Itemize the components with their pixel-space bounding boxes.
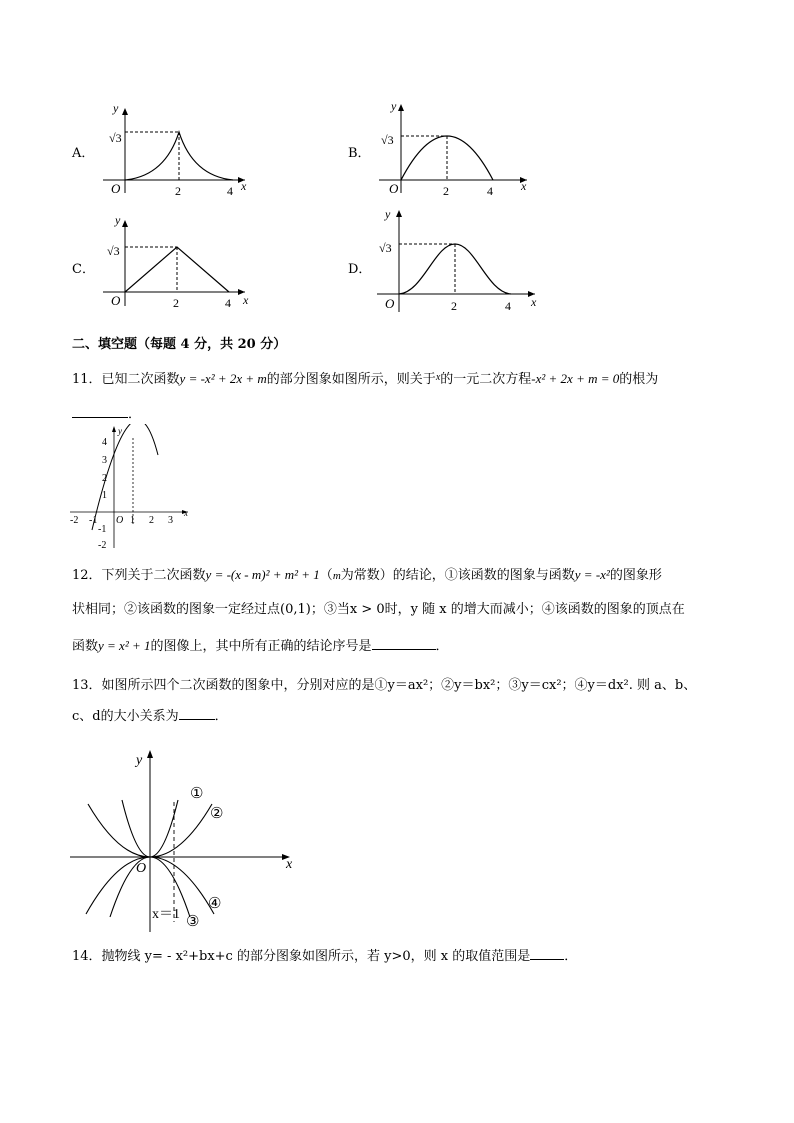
q11-suffix: 的根为 <box>619 372 659 387</box>
y-label: y <box>391 99 397 113</box>
tick-2: 2 <box>451 299 457 313</box>
y-tick: -1 <box>98 524 107 535</box>
y-label: y <box>115 213 121 227</box>
y-axis-arrow <box>122 108 128 115</box>
q12-text: 12．下列关于二次函数 <box>72 568 206 583</box>
y-tick: 3 <box>102 455 107 466</box>
q13-line2 <box>72 705 228 727</box>
q11-answer-blank[interactable] <box>72 403 128 418</box>
y-tick: 2 <box>102 473 107 484</box>
y-axis-arrow <box>147 750 153 758</box>
tick-2: 2 <box>175 184 181 198</box>
tick-4: 4 <box>227 184 233 198</box>
q13-graph <box>64 742 304 934</box>
y-axis-arrow <box>396 210 402 217</box>
origin-label: O <box>111 293 121 308</box>
q12-answer-blank[interactable] <box>372 635 436 650</box>
y-tick: -2 <box>98 540 107 551</box>
x-tick: 1 <box>130 515 135 526</box>
option-d-label: D． <box>348 262 372 277</box>
tick-4: 4 <box>487 184 493 198</box>
q12-text: （ <box>319 568 333 583</box>
q12-text: 时，y 随 x 的增大而减小；④该函数的图象的顶点在 <box>384 602 685 617</box>
q12-point: (0,1) <box>280 602 311 617</box>
q12-line1 <box>72 565 662 586</box>
x-label: x <box>241 179 247 193</box>
q12-function2: y = -x² <box>574 567 610 582</box>
label-4: ④ <box>208 896 222 912</box>
origin-label: O <box>116 515 124 526</box>
q12-function: y = -(x - m)² + m² + 1 <box>205 567 320 582</box>
q14-text: 14．抛物线 y= - x²+bx+c 的部分图象如图所示，若 y>0，则 x 的取值范围是 <box>72 949 531 964</box>
y-tick: 4 <box>102 437 107 448</box>
option-b-label: B． <box>348 146 371 161</box>
q11-graph <box>62 424 197 552</box>
q11-var: x <box>435 372 441 383</box>
q14-end: ． <box>564 949 578 964</box>
q11-equation: -x² + 2x + m = 0 <box>531 371 620 386</box>
tick-2: 2 <box>173 296 179 310</box>
x-tick: 2 <box>149 515 154 526</box>
q13-end: ． <box>214 709 228 724</box>
q11-answer-line <box>72 403 141 425</box>
x-label: x <box>521 179 527 193</box>
option-c-graph <box>95 212 255 312</box>
q11-mid: 的部分图象如图所示，则关于 <box>266 372 436 387</box>
label-2: ② <box>210 806 224 822</box>
q11-line1 <box>72 368 658 390</box>
x-tick: 3 <box>168 515 173 526</box>
q12-text: 的图象形 <box>609 568 662 583</box>
q12-end: ． <box>435 639 449 654</box>
q12-function3: y = x² + 1 <box>98 638 151 653</box>
x-tick: -2 <box>70 515 79 526</box>
x-label: x <box>286 857 293 872</box>
y-label: y <box>113 101 119 115</box>
label-3: ③ <box>186 914 200 930</box>
q12-text: 为常数）的结论，①该函数的图象与函数 <box>340 568 575 583</box>
tick-4: 4 <box>505 299 511 313</box>
q11-function: y = -x² + 2x + m <box>179 371 267 386</box>
x-label: x <box>184 508 188 518</box>
option-c-label: C． <box>72 262 95 277</box>
q11-end: ． <box>128 407 142 422</box>
tick-2: 2 <box>443 184 449 198</box>
origin-label: O <box>389 181 399 196</box>
option-a-label: A． <box>72 146 95 161</box>
origin-label: O <box>111 181 121 196</box>
y-axis-arrow <box>122 220 128 227</box>
y-tick: 1 <box>102 490 107 501</box>
q12-line3 <box>72 635 449 657</box>
y-label: y <box>136 753 143 768</box>
q12-text: 状相同；②该函数的图象一定经过点 <box>72 602 281 617</box>
x-label: x <box>243 293 249 307</box>
q14-line <box>72 945 577 967</box>
origin-label: O <box>385 296 395 311</box>
q11-mid2: 的一元二次方程 <box>440 372 532 387</box>
y-label: y <box>385 207 391 221</box>
q12-text: 函数 <box>72 639 99 654</box>
q13-text: c、d的大小关系为 <box>72 709 179 724</box>
x-equals-1-label: x＝1 <box>152 907 180 922</box>
label-1: ① <box>190 786 204 802</box>
q11-prefix: 11．已知二次函数 <box>72 372 180 387</box>
q13-answer-blank[interactable] <box>179 705 215 720</box>
x-tick: -1 <box>89 515 98 526</box>
sqrt3-label: √3 <box>379 241 392 255</box>
q12-condition: x > 0 <box>349 602 385 617</box>
q12-m: m <box>332 570 341 582</box>
option-b-graph <box>375 98 535 198</box>
section-title: 二、填空题（每题 4 分，共 20 分） <box>72 337 287 352</box>
sqrt3-label: √3 <box>381 133 394 147</box>
q12-text: ；③当 <box>310 602 350 617</box>
sqrt3-label: √3 <box>107 244 120 258</box>
q13-line1: 13．如图所示四个二次函数的图象中，分别对应的是①y＝ax²；②y＝bx²；③y＝cx²；④y＝dx². 则 a、b、 <box>72 678 697 693</box>
x-label: x <box>531 295 537 309</box>
y-label: y <box>118 426 122 436</box>
tick-4: 4 <box>225 296 231 310</box>
q14-answer-blank[interactable] <box>530 945 564 960</box>
option-d-graph <box>375 204 545 316</box>
sqrt3-label: √3 <box>109 131 122 145</box>
y-axis-arrow <box>398 104 404 111</box>
y-axis-arrow <box>112 426 116 432</box>
q12-line2 <box>72 600 685 620</box>
option-a-graph <box>95 98 255 198</box>
q12-text: 的图像上，其中所有正确的结论序号是 <box>150 639 372 654</box>
origin-label: O <box>136 861 147 876</box>
